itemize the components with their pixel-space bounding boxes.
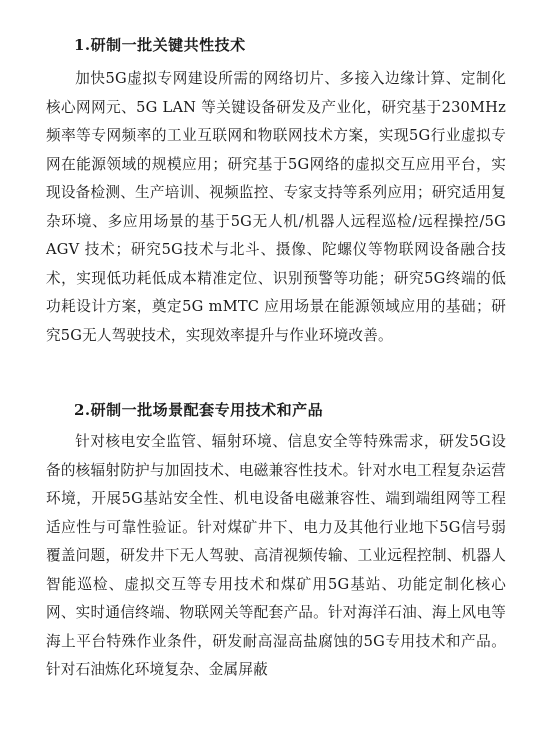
section-2-heading: 2.研制一批场景配套专用技术和产品 xyxy=(74,401,324,419)
section-2-paragraph: 针对核电安全监管、辐射环境、信息安全等特殊需求，研发5G设备的核辐射防护与加固技术、电磁兼容性技术。针对水电工程复杂运营环境，开展5G基站安全性、机电设备电磁兼容性、端到端组网等工程适应性与可靠性验证。针对煤矿井下、电力及其他行业地下5G信号弱覆盖问题，研发井下无人驾驶、高清视频传输、工业远程控制、机器人智能巡检、虚拟交互等专用技术和煤矿用5G基站、功能定制化核心网、实时通信终端、物联网关等配套产品。针对海洋石油、海上风电等海上平台特殊作业条件，研发耐高湿高盐腐蚀的5G专用技术和产品。针对石油炼化环境复杂、金属屏蔽 xyxy=(46,433,506,678)
section-1-paragraph: 加快5G虚拟专网建设所需的网络切片、多接入边缘计算、定制化核心网网元、5G LAN 等关键设备研发及产业化，研究基于230MHz 频率等专网频率的工业互联网和物联网技术方案，实现5G行业虚拟专网在能源领域的规模应用；研究基于5G网络的虚拟交互应用平台，实现设备检测、生产培训、视频监控、专家支持等系列应用；研究适用复杂环境、多应用场景的基于5G无人机/机器人远程巡检/远程操控/5G AGV 技术；研究5G技术与北斗、摄像、陀螺仪等物联网设备融合技术，实现低功耗低成本精准定位、识别预警等功能；研究5G终端的低功耗设计方案，奠定5G mMTC 应用场景在能源领域应用的基础；研究5G无人驾驶技术，实现效率提升与作业环境改善。 xyxy=(46,70,506,344)
section-1-heading: 1.研制一批关键共性技术 xyxy=(74,36,246,54)
